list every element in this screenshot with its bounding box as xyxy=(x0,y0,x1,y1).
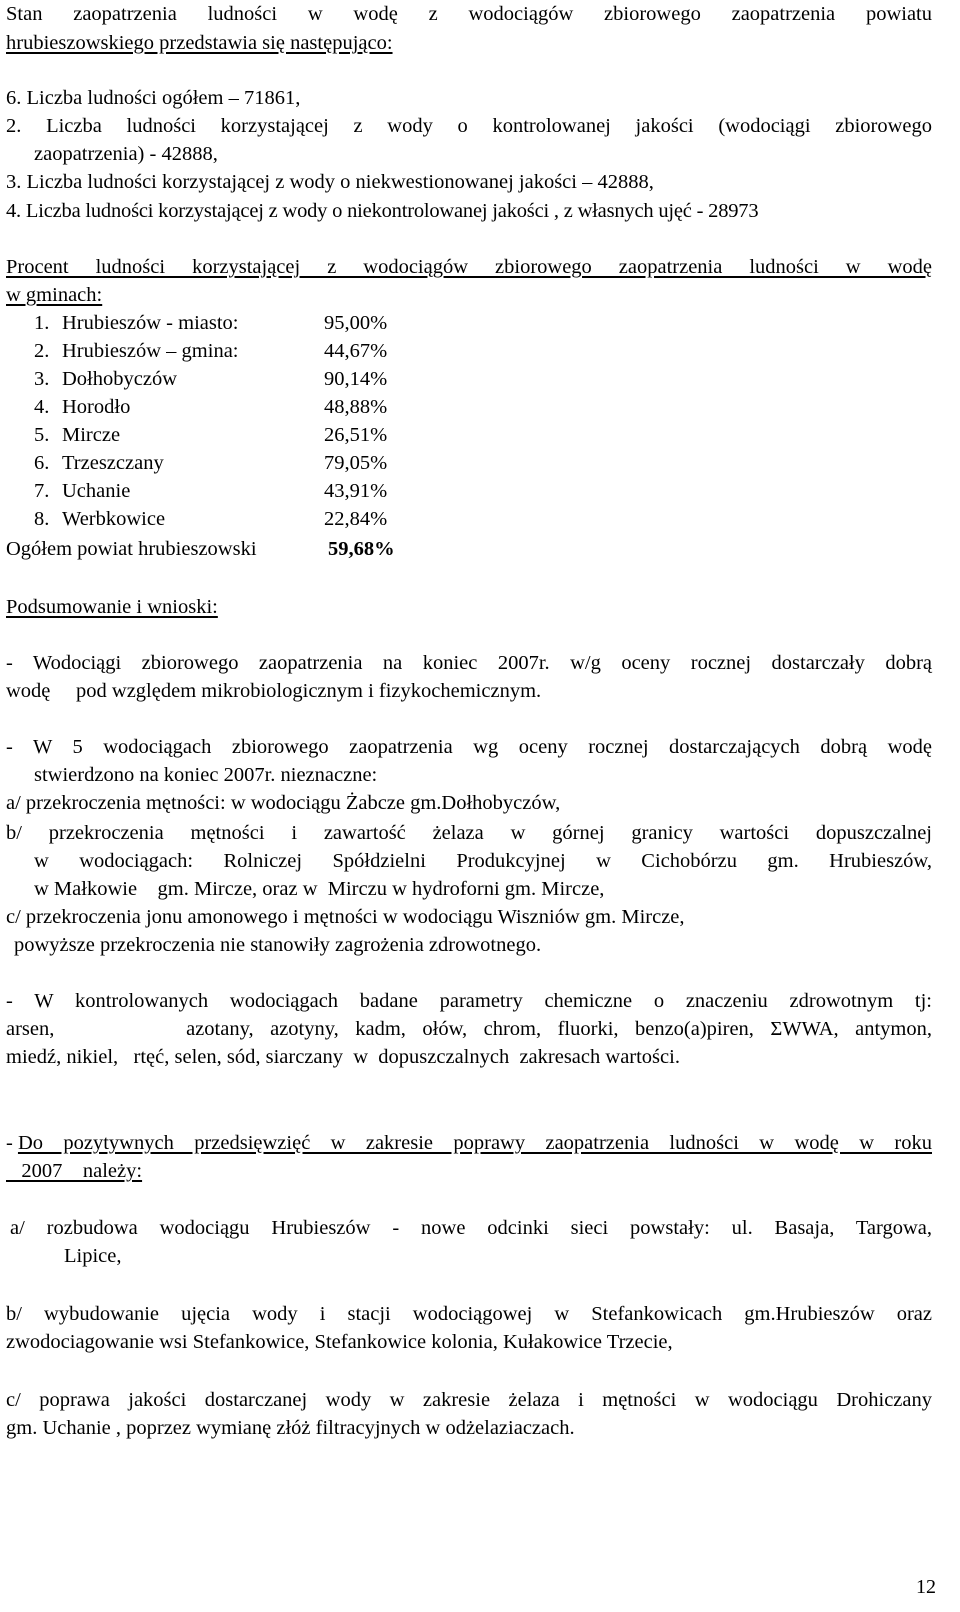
total-value: 59,68% xyxy=(328,538,395,560)
summary-c-note: powyższe przekroczenia nie stanowiły zagrożenia zdrowotnego. xyxy=(14,934,542,956)
row-value: 26,51% xyxy=(324,424,388,446)
percent-row xyxy=(34,505,387,533)
investment-b-line-1: b/ wybudowanie ujęcia wody i stacji wodociągowej w Stefankowicach gm.Hrubieszów oraz xyxy=(6,1303,932,1325)
stat-controlled-line-1: 2. Liczba ludności korzystającej z wody o kontrolowanej jakości (wodociągi zbiorowego xyxy=(6,115,932,137)
summary-p3-line-2: arsen, azotany, azotyny, kadm, ołów, chrom, fluorki, benzo(a)piren, ΣWWA, antymon, xyxy=(6,1018,932,1040)
investment-b-line-2: zwodociagowanie wsi Stefankowice, Stefankowice kolonia, Kułakowice Trzecie, xyxy=(6,1331,673,1353)
row-value: 44,67% xyxy=(324,340,388,362)
percent-row xyxy=(34,337,387,365)
summary-b-line-2: w wodociągach: Rolniczej Spółdzielni Produkcyjnej w Cichobórzu gm. Hrubieszów, xyxy=(34,850,932,872)
row-value: 90,14% xyxy=(324,368,388,390)
percent-row xyxy=(34,477,387,505)
total-label: Ogółem powiat hrubieszowski xyxy=(6,538,257,560)
summary-p3-line-1: - W kontrolowanych wodociągach badane parametry chemiczne o znaczeniu zdrowotnym tj: xyxy=(6,990,932,1012)
summary-p1-line-2: wodę pod względem mikrobiologicznym i fizykochemicznym. xyxy=(6,680,542,702)
row-number: 5. xyxy=(34,424,50,446)
percent-row xyxy=(34,309,387,337)
percent-row xyxy=(34,421,387,449)
investments-heading-line-1 xyxy=(6,1129,932,1157)
row-value: 22,84% xyxy=(324,508,388,530)
row-value: 95,00% xyxy=(324,312,388,334)
row-gmina: Werbkowice xyxy=(62,508,166,530)
summary-p2-line-1: - W 5 wodociągach zbiorowego zaopatrzenia wg oceny rocznej dostarczających dobrą wodę xyxy=(6,736,932,758)
row-gmina: Trzeszczany xyxy=(62,452,164,474)
summary-p1-line-1: - Wodociągi zbiorowego zaopatrzenia na koniec 2007r. w/g oceny rocznej dostarczały dobrą xyxy=(6,652,932,674)
row-value: 43,91% xyxy=(324,480,388,502)
row-number: 7. xyxy=(34,480,50,502)
investments-heading-line-2: 2007 należy: xyxy=(6,1160,143,1182)
row-gmina: Horodło xyxy=(62,396,131,418)
investment-c-line-2: gm. Uchanie , poprzez wymianę złóż filtracyjnych w odżelaziaczach. xyxy=(6,1417,575,1439)
row-gmina: Uchanie xyxy=(62,480,131,502)
summary-b-line-3: w Małkowie gm. Mircze, oraz w Mirczu w hydroforni gm. Mircze, xyxy=(34,878,605,900)
percent-row xyxy=(34,365,387,393)
row-gmina: Hrubieszów - miasto: xyxy=(62,312,239,334)
summary-p3-line-3: miedź, nikiel, rtęć, selen, sód, siarczany w dopuszczalnych zakresach wartości. xyxy=(6,1046,680,1068)
investment-a-line-1: a/ rozbudowa wodociągu Hrubieszów - nowe odcinki sieci powstały: ul. Basaja, Targowa, xyxy=(10,1217,932,1239)
row-number: 4. xyxy=(34,396,50,418)
row-number: 3. xyxy=(34,368,50,390)
summary-p2-line-2: stwierdzono na koniec 2007r. nieznaczne: xyxy=(34,764,378,786)
row-value: 48,88% xyxy=(324,396,388,418)
stat-controlled-line-2: zaopatrzenia) - 42888, xyxy=(34,143,218,165)
row-gmina: Hrubieszów – gmina: xyxy=(62,340,239,362)
row-gmina: Dołhobyczów xyxy=(62,368,178,390)
row-gmina: Mircze xyxy=(62,424,121,446)
row-number: 8. xyxy=(34,508,50,530)
investment-a-line-2: Lipice, xyxy=(64,1245,122,1267)
summary-heading: Podsumowanie i wnioski: xyxy=(6,596,218,618)
summary-c: c/ przekroczenia jonu amonowego i mętności w wodociągu Wiszniów gm. Mircze, xyxy=(6,906,685,928)
heading-dash: - xyxy=(6,1132,18,1154)
heading-text: Do pozytywnych przedsięwzięć w zakresie poprawy zaopatrzenia ludności w wodę w roku xyxy=(17,1132,932,1154)
row-number: 6. xyxy=(34,452,50,474)
stat-unquestioned: 3. Liczba ludności korzystającej z wody o niekwestionowanej jakości – 42888, xyxy=(6,171,654,193)
row-number: 1. xyxy=(34,312,50,334)
percent-heading-line-1: Procent ludności korzystającej z wodociągów zbiorowego zaopatrzenia ludności w wodę xyxy=(6,256,932,278)
percent-row xyxy=(34,449,387,477)
row-value: 79,05% xyxy=(324,452,388,474)
row-number: 2. xyxy=(34,340,50,362)
percent-heading-line-2: w gminach: xyxy=(6,284,103,306)
stat-total-population: 6. Liczba ludności ogółem – 71861, xyxy=(6,87,301,109)
percent-total-row xyxy=(6,535,395,563)
percent-row xyxy=(34,393,387,421)
intro-line-2: hrubieszowskiego przedstawia się następująco: xyxy=(6,32,393,54)
summary-a: a/ przekroczenia mętności: w wodociągu Żabcze gm.Dołhobyczów, xyxy=(6,792,561,814)
page-number: 12 xyxy=(916,1576,936,1598)
intro-line-1: Stan zaopatrzenia ludności w wodę z wodociągów zbiorowego zaopatrzenia powiatu xyxy=(6,3,932,25)
investment-c-line-1: c/ poprawa jakości dostarczanej wody w zakresie żelaza i mętności w wodociągu Drohiczany xyxy=(6,1389,932,1411)
summary-b-line-1: b/ przekroczenia mętności i zawartość żelaza w górnej granicy wartości dopuszczalnej xyxy=(6,822,932,844)
stat-uncontrolled: 4. Liczba ludności korzystającej z wody o niekontrolowanej jakości , z własnych ujęć - 28973 xyxy=(6,200,759,222)
